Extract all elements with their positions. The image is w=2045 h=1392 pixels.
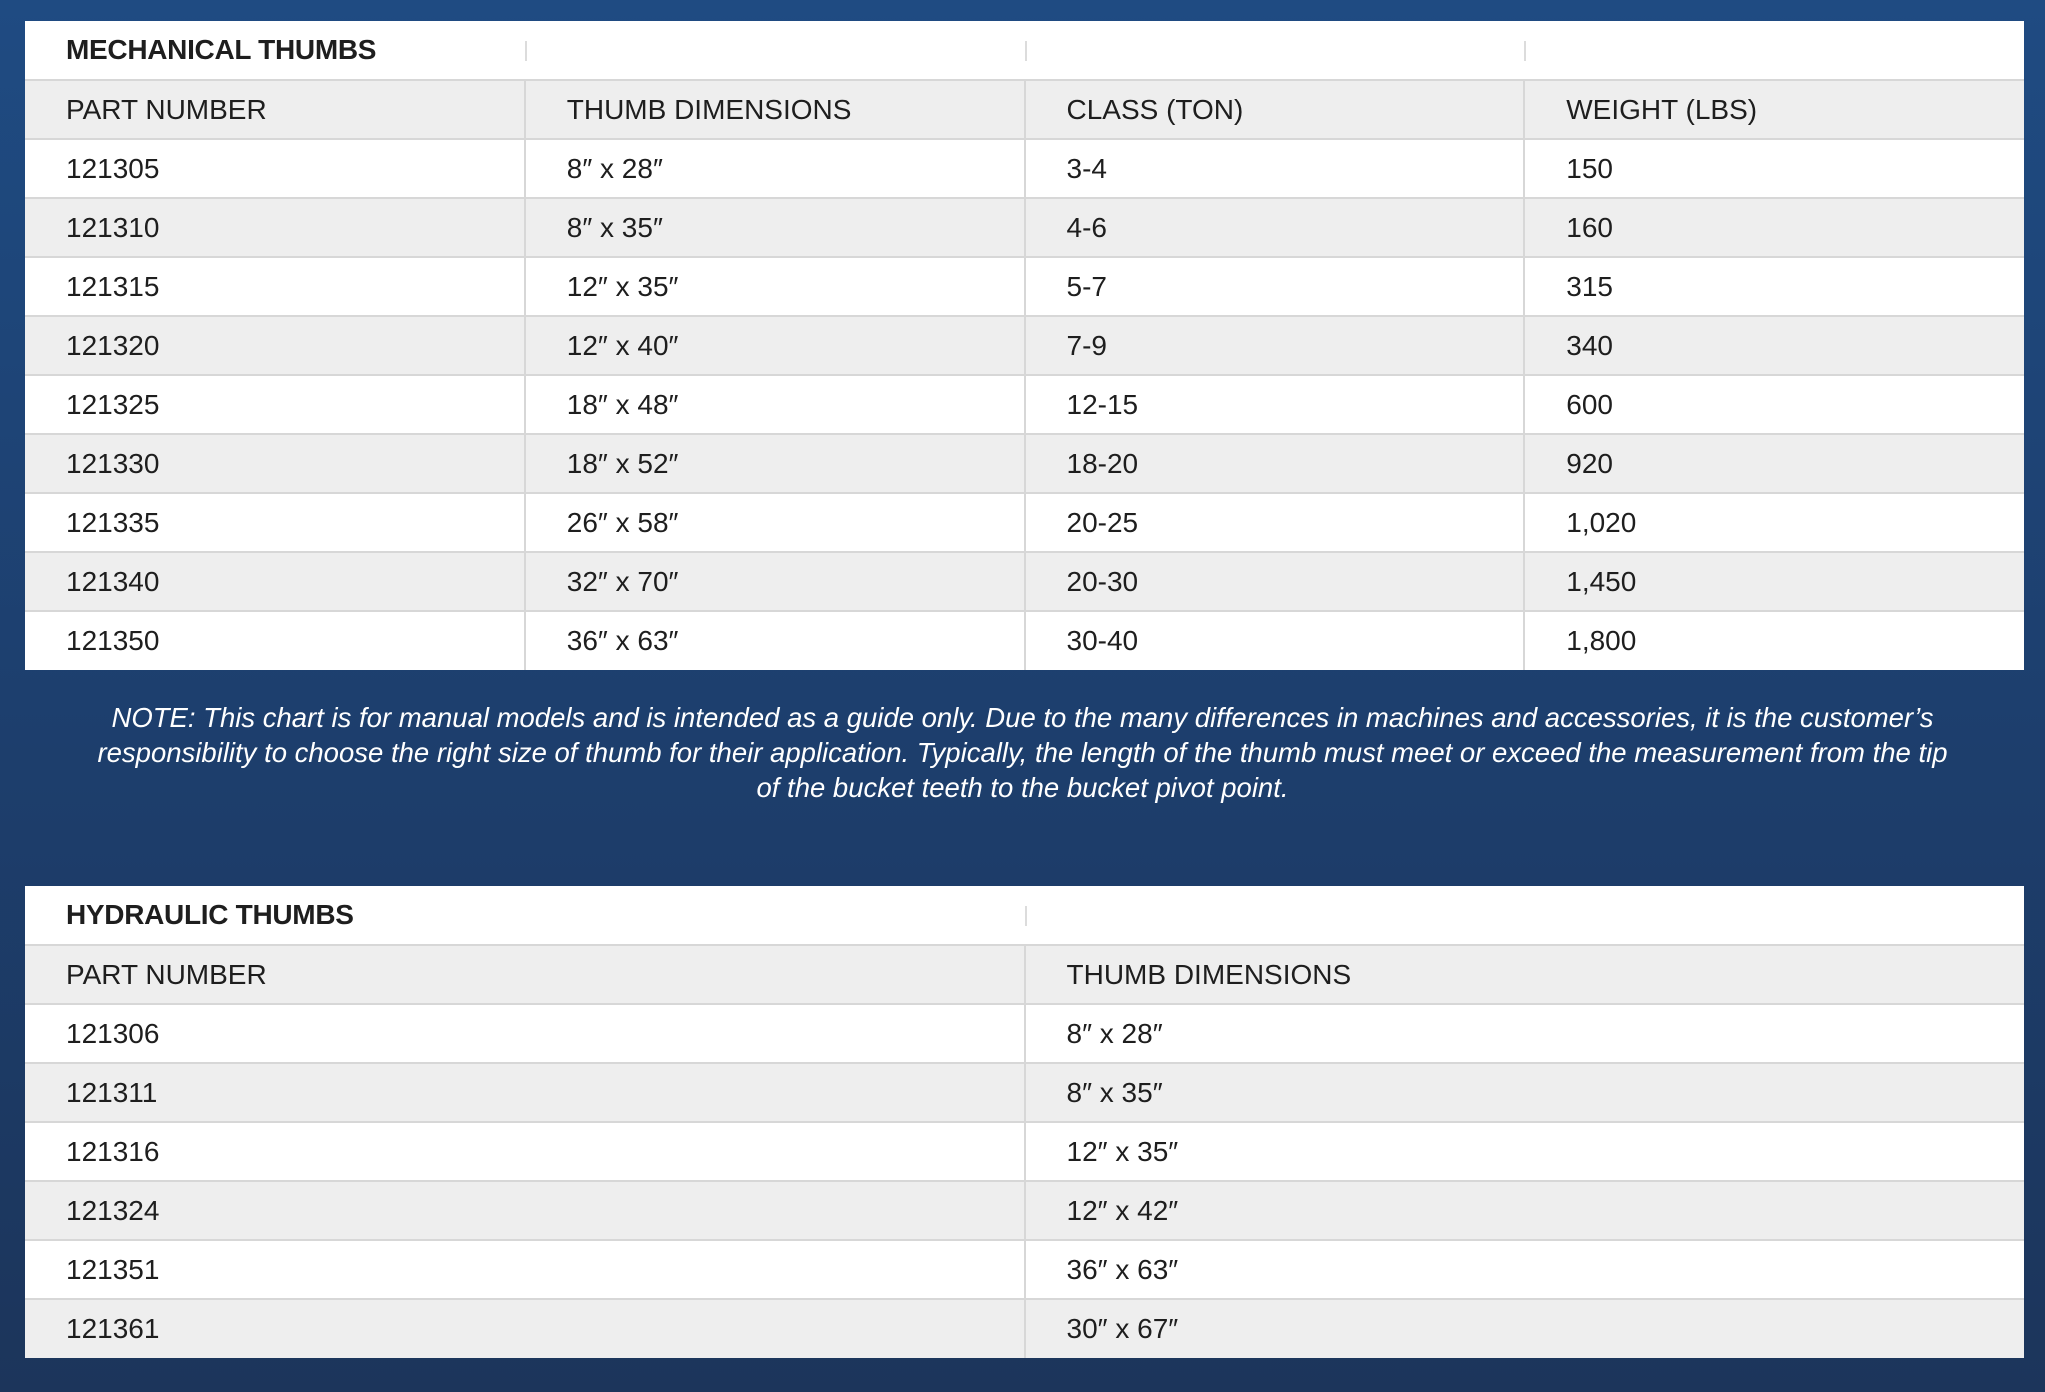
table-row [25, 434, 2024, 493]
title-cell-empty [1025, 886, 2025, 945]
table-header-row [25, 945, 2024, 1004]
cell-weight: 150 [1524, 139, 2024, 198]
mechanical-thumbs-table [25, 21, 2024, 670]
cell-class: 5-7 [1025, 257, 1525, 316]
table-title-row [25, 886, 2024, 945]
cell-weight: 340 [1524, 316, 2024, 375]
cell-class: 4-6 [1025, 198, 1525, 257]
cell-part-number: 121340 [25, 552, 525, 611]
table-row [25, 198, 2024, 257]
table-row [25, 316, 2024, 375]
cell-class: 30-40 [1025, 611, 1525, 670]
cell-thumb-dimensions: 12″ x 35″ [525, 257, 1025, 316]
cell-class: 20-30 [1025, 552, 1525, 611]
cell-part-number: 121324 [25, 1181, 1025, 1240]
table-row [25, 257, 2024, 316]
cell-weight: 920 [1524, 434, 2024, 493]
table-row [25, 1004, 2024, 1063]
cell-thumb-dimensions: 30″ x 67″ [1025, 1299, 2025, 1358]
cell-part-number: 121305 [25, 139, 525, 198]
cell-thumb-dimensions: 18″ x 52″ [525, 434, 1025, 493]
table-row [25, 1181, 2024, 1240]
cell-part-number: 121316 [25, 1122, 1025, 1181]
column-header-part-number: PART NUMBER [25, 945, 1025, 1004]
cell-thumb-dimensions: 12″ x 40″ [525, 316, 1025, 375]
cell-part-number: 121335 [25, 493, 525, 552]
table-row [25, 1063, 2024, 1122]
cell-part-number: 121350 [25, 611, 525, 670]
cell-part-number: 121361 [25, 1299, 1025, 1358]
cell-weight: 1,020 [1524, 493, 2024, 552]
cell-class: 20-25 [1025, 493, 1525, 552]
cell-class: 12-15 [1025, 375, 1525, 434]
cell-class: 3-4 [1025, 139, 1525, 198]
column-header-thumb-dimensions: THUMB DIMENSIONS [1025, 945, 2025, 1004]
cell-thumb-dimensions: 36″ x 63″ [525, 611, 1025, 670]
cell-part-number: 121325 [25, 375, 525, 434]
cell-part-number: 121320 [25, 316, 525, 375]
hydraulic-thumbs-table [25, 886, 2024, 1358]
column-header-class: CLASS (TON) [1025, 80, 1525, 139]
cell-part-number: 121306 [25, 1004, 1025, 1063]
title-cell-empty [1025, 21, 1525, 80]
table-row [25, 1122, 2024, 1181]
cell-weight: 1,800 [1524, 611, 2024, 670]
cell-thumb-dimensions: 32″ x 70″ [525, 552, 1025, 611]
cell-thumb-dimensions: 26″ x 58″ [525, 493, 1025, 552]
table-title: MECHANICAL THUMBS [25, 21, 525, 80]
table-row [25, 552, 2024, 611]
cell-thumb-dimensions: 12″ x 42″ [1025, 1181, 2025, 1240]
title-cell-empty [525, 21, 1025, 80]
cell-thumb-dimensions: 8″ x 35″ [525, 198, 1025, 257]
cell-part-number: 121330 [25, 434, 525, 493]
column-header-weight: WEIGHT (LBS) [1524, 80, 2024, 139]
table-title: HYDRAULIC THUMBS [25, 886, 1025, 945]
cell-part-number: 121351 [25, 1240, 1025, 1299]
cell-thumb-dimensions: 12″ x 35″ [1025, 1122, 2025, 1181]
cell-thumb-dimensions: 8″ x 28″ [525, 139, 1025, 198]
cell-thumb-dimensions: 8″ x 28″ [1025, 1004, 2025, 1063]
table-row [25, 611, 2024, 670]
table-header-row [25, 80, 2024, 139]
cell-class: 18-20 [1025, 434, 1525, 493]
title-cell-empty [1524, 21, 2024, 80]
table-row [25, 1299, 2024, 1358]
cell-part-number: 121311 [25, 1063, 1025, 1122]
cell-weight: 160 [1524, 198, 2024, 257]
cell-weight: 315 [1524, 257, 2024, 316]
table-row [25, 375, 2024, 434]
column-header-thumb-dimensions: THUMB DIMENSIONS [525, 80, 1025, 139]
cell-weight: 600 [1524, 375, 2024, 434]
disclaimer-note: NOTE: This chart is for manual models and is intended as a guide only. Due to the many differences in machines and accessories, it is the customer’s responsibility to choose the right size of thumb for their application. Typically, the length of the thumb must meet or exceed the measurement from the tip of the bucket teeth to the bucket pivot point. [97, 702, 1948, 803]
cell-part-number: 121310 [25, 198, 525, 257]
cell-class: 7-9 [1025, 316, 1525, 375]
cell-thumb-dimensions: 8″ x 35″ [1025, 1063, 2025, 1122]
table-title-row [25, 21, 2024, 80]
column-header-part-number: PART NUMBER [25, 80, 525, 139]
cell-thumb-dimensions: 36″ x 63″ [1025, 1240, 2025, 1299]
cell-weight: 1,450 [1524, 552, 2024, 611]
mechanical-thumbs-table-container [25, 21, 2024, 670]
table-row [25, 1240, 2024, 1299]
hydraulic-thumbs-table-container [25, 886, 2024, 1358]
cell-part-number: 121315 [25, 257, 525, 316]
table-row [25, 493, 2024, 552]
cell-thumb-dimensions: 18″ x 48″ [525, 375, 1025, 434]
table-row [25, 139, 2024, 198]
